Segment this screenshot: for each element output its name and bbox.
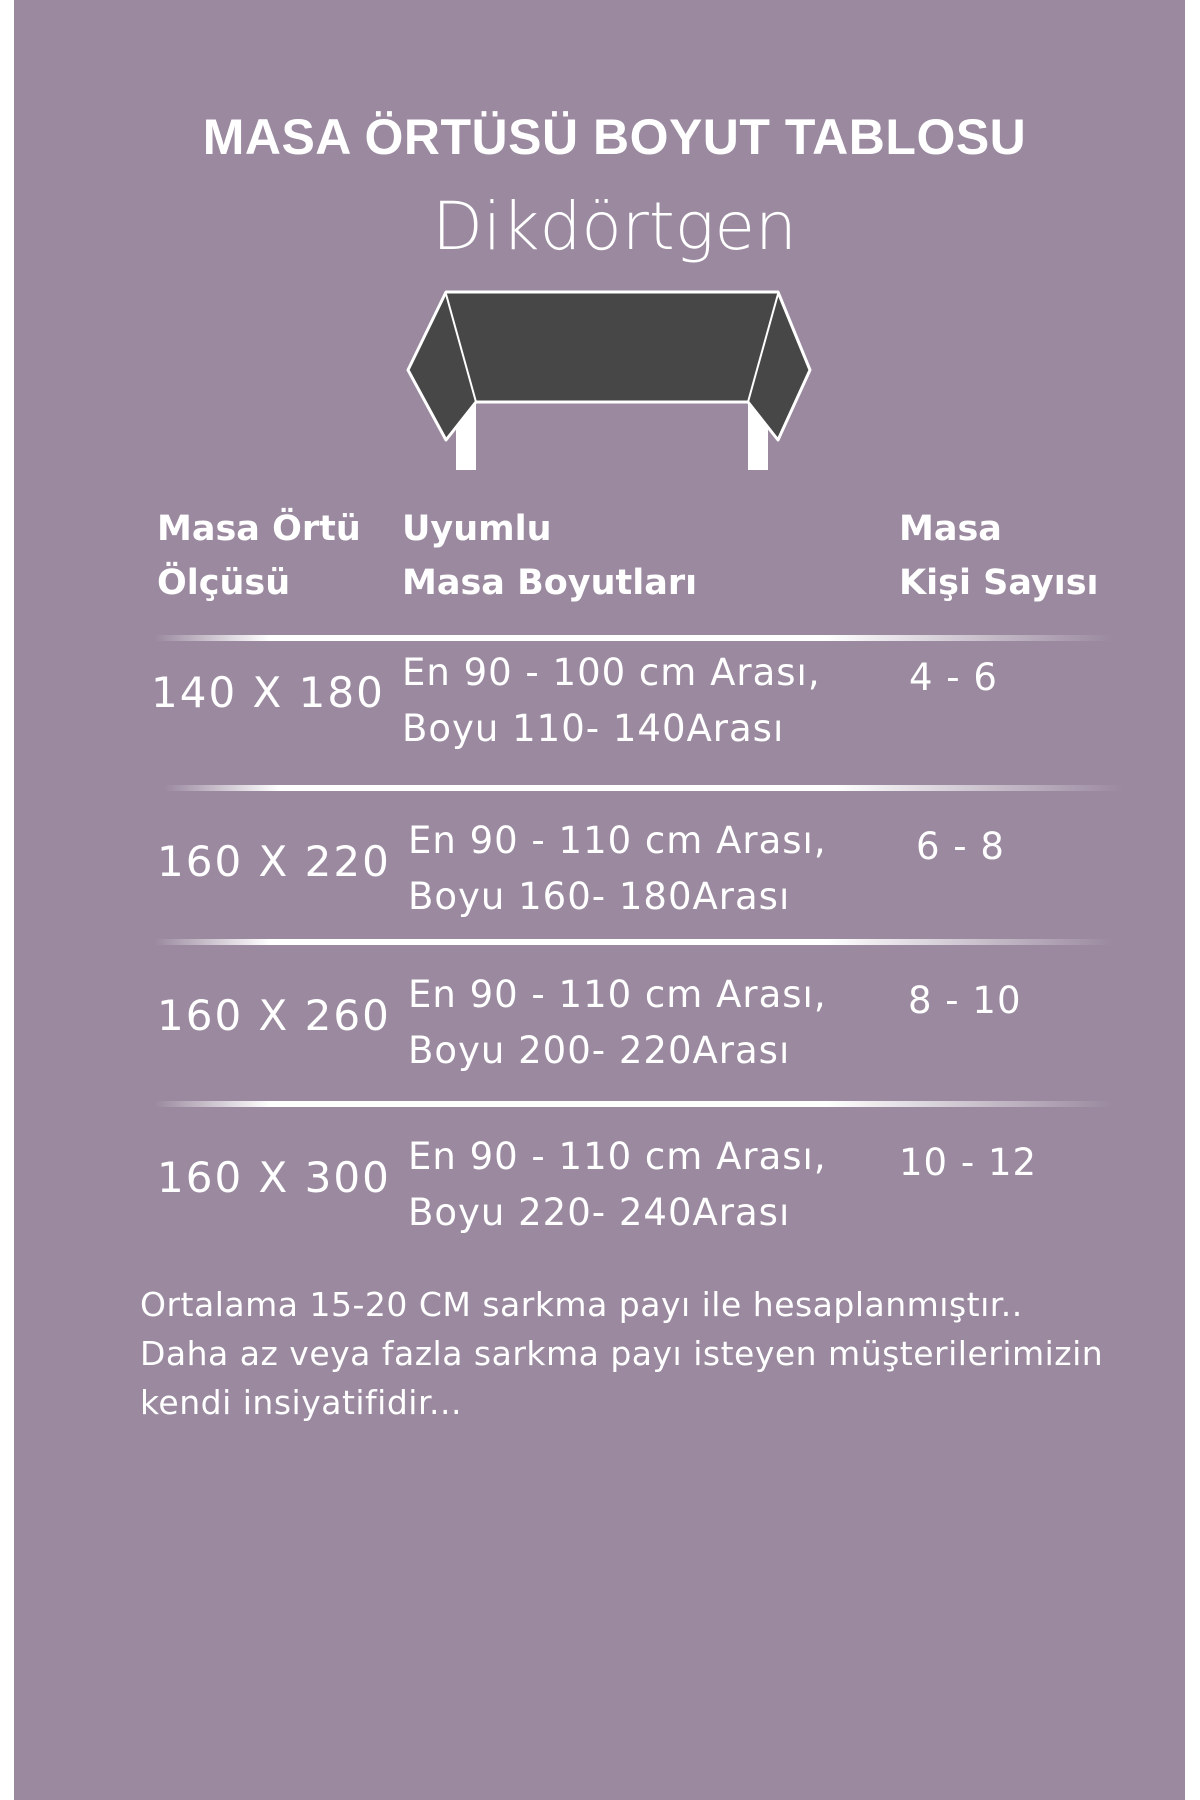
row-description [408, 967, 827, 1079]
header-people-line1: Masa [899, 509, 1002, 549]
overhang-note [140, 1280, 1120, 1427]
row-size: 160 X 300 [157, 1153, 391, 1202]
row-description-length: Boyu 200- 220Arası [408, 1029, 791, 1072]
size-chart-panel [14, 0, 1185, 1800]
row-description [408, 813, 827, 925]
row-description-length: Boyu 160- 180Arası [408, 875, 791, 918]
divider [154, 939, 1114, 945]
row-size: 140 X 180 [151, 668, 385, 717]
header-size [157, 502, 361, 610]
header-size-line1: Masa Örtü [157, 509, 361, 549]
note-line: Daha az veya fazla sarkma payı isteyen müşterilerimizin [140, 1334, 1104, 1373]
chart-subtitle: Dikdörtgen [432, 188, 797, 265]
header-size-line2: Ölçüsü [157, 563, 291, 603]
note-line: kendi insiyatifidir... [140, 1383, 462, 1422]
row-description-width: En 90 - 110 cm Arası, [408, 973, 827, 1016]
row-description-width: En 90 - 110 cm Arası, [408, 819, 827, 862]
note-line: Ortalama 15-20 CM sarkma payı ile hesaplanmıştır.. [140, 1285, 1023, 1324]
divider [164, 785, 1124, 791]
divider [154, 1101, 1114, 1107]
row-people: 10 - 12 [899, 1141, 1038, 1184]
header-compatible-line1: Uyumlu [402, 509, 552, 549]
row-description [402, 645, 821, 757]
rectangular-tablecloth-icon [392, 280, 832, 480]
row-description-length: Boyu 220- 240Arası [408, 1191, 791, 1234]
row-size: 160 X 220 [157, 837, 391, 886]
row-description-width: En 90 - 110 cm Arası, [408, 1135, 827, 1178]
row-people: 4 - 6 [909, 656, 998, 699]
header-compatible-line2: Masa Boyutları [402, 563, 698, 603]
row-description-width: En 90 - 100 cm Arası, [402, 651, 821, 694]
header-compatible [402, 502, 697, 610]
row-size: 160 X 260 [157, 991, 391, 1040]
row-description-length: Boyu 110- 140Arası [402, 707, 785, 750]
row-people: 8 - 10 [908, 979, 1022, 1022]
header-people [899, 502, 1099, 610]
chart-title: MASA ÖRTÜSÜ BOYUT TABLOSU [202, 109, 1027, 165]
header-people-line2: Kişi Sayısı [899, 563, 1099, 603]
row-description [408, 1129, 827, 1241]
divider [154, 635, 1114, 641]
row-people: 6 - 8 [916, 825, 1005, 868]
